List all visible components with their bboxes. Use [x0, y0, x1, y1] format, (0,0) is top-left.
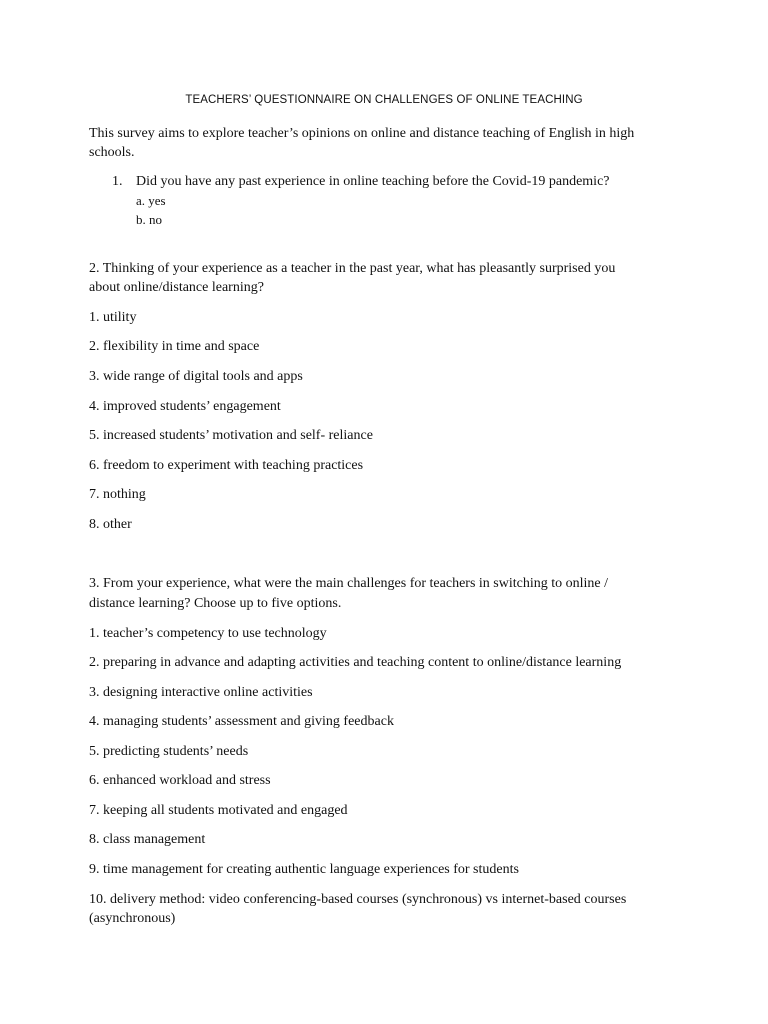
list-item: 1. teacher’s competency to use technology — [89, 626, 327, 641]
question-2-text: about online/distance learning? — [89, 280, 264, 295]
list-item: 3. designing interactive online activities — [89, 685, 313, 700]
list-item: 10. delivery method: video conferencing-based courses (synchronous) vs internet-based courses — [89, 892, 627, 907]
question-1 — [112, 172, 610, 191]
list-item: 2. preparing in advance and adapting activities and teaching content to online/distance learning — [89, 655, 622, 670]
intro-text: This survey aims to explore teacher’s opinions on online and distance teaching of English in high — [89, 126, 635, 141]
list-item: 2. flexibility in time and space — [89, 339, 260, 354]
question-2-text: 2. Thinking of your experience as a teacher in the past year, what has pleasantly surprised you — [89, 261, 616, 276]
list-item: 6. enhanced workload and stress — [89, 773, 271, 788]
page-title: TEACHERS’ QUESTIONNAIRE ON CHALLENGES OF ONLINE TEACHING — [185, 94, 583, 106]
answer-option: b. no — [136, 212, 162, 227]
intro-text: schools. — [89, 145, 135, 160]
question-3-text: distance learning? Choose up to five options. — [89, 596, 342, 611]
list-item: 7. keeping all students motivated and engaged — [89, 803, 348, 818]
list-item: 5. increased students’ motivation and self- reliance — [89, 428, 373, 443]
list-item: 9. time management for creating authentic language experiences for students — [89, 862, 519, 877]
list-item: 7. nothing — [89, 487, 146, 502]
list-item: 8. class management — [89, 832, 206, 847]
answer-option: a. yes — [136, 193, 166, 208]
list-item: 3. wide range of digital tools and apps — [89, 369, 303, 384]
list-item: 6. freedom to experiment with teaching practices — [89, 458, 364, 473]
list-item: 1. utility — [89, 310, 137, 325]
list-item: 4. managing students’ assessment and giving feedback — [89, 714, 394, 729]
list-item: 4. improved students’ engagement — [89, 399, 281, 414]
list-item: 8. other — [89, 517, 132, 532]
list-item: 5. predicting students’ needs — [89, 744, 249, 759]
question-number: 1. — [112, 174, 123, 189]
list-item-continuation: (asynchronous) — [89, 911, 176, 926]
question-text: Did you have any past experience in online teaching before the Covid-19 pandemic? — [136, 174, 610, 189]
question-3-text: 3. From your experience, what were the main challenges for teachers in switching to online / — [89, 576, 608, 591]
